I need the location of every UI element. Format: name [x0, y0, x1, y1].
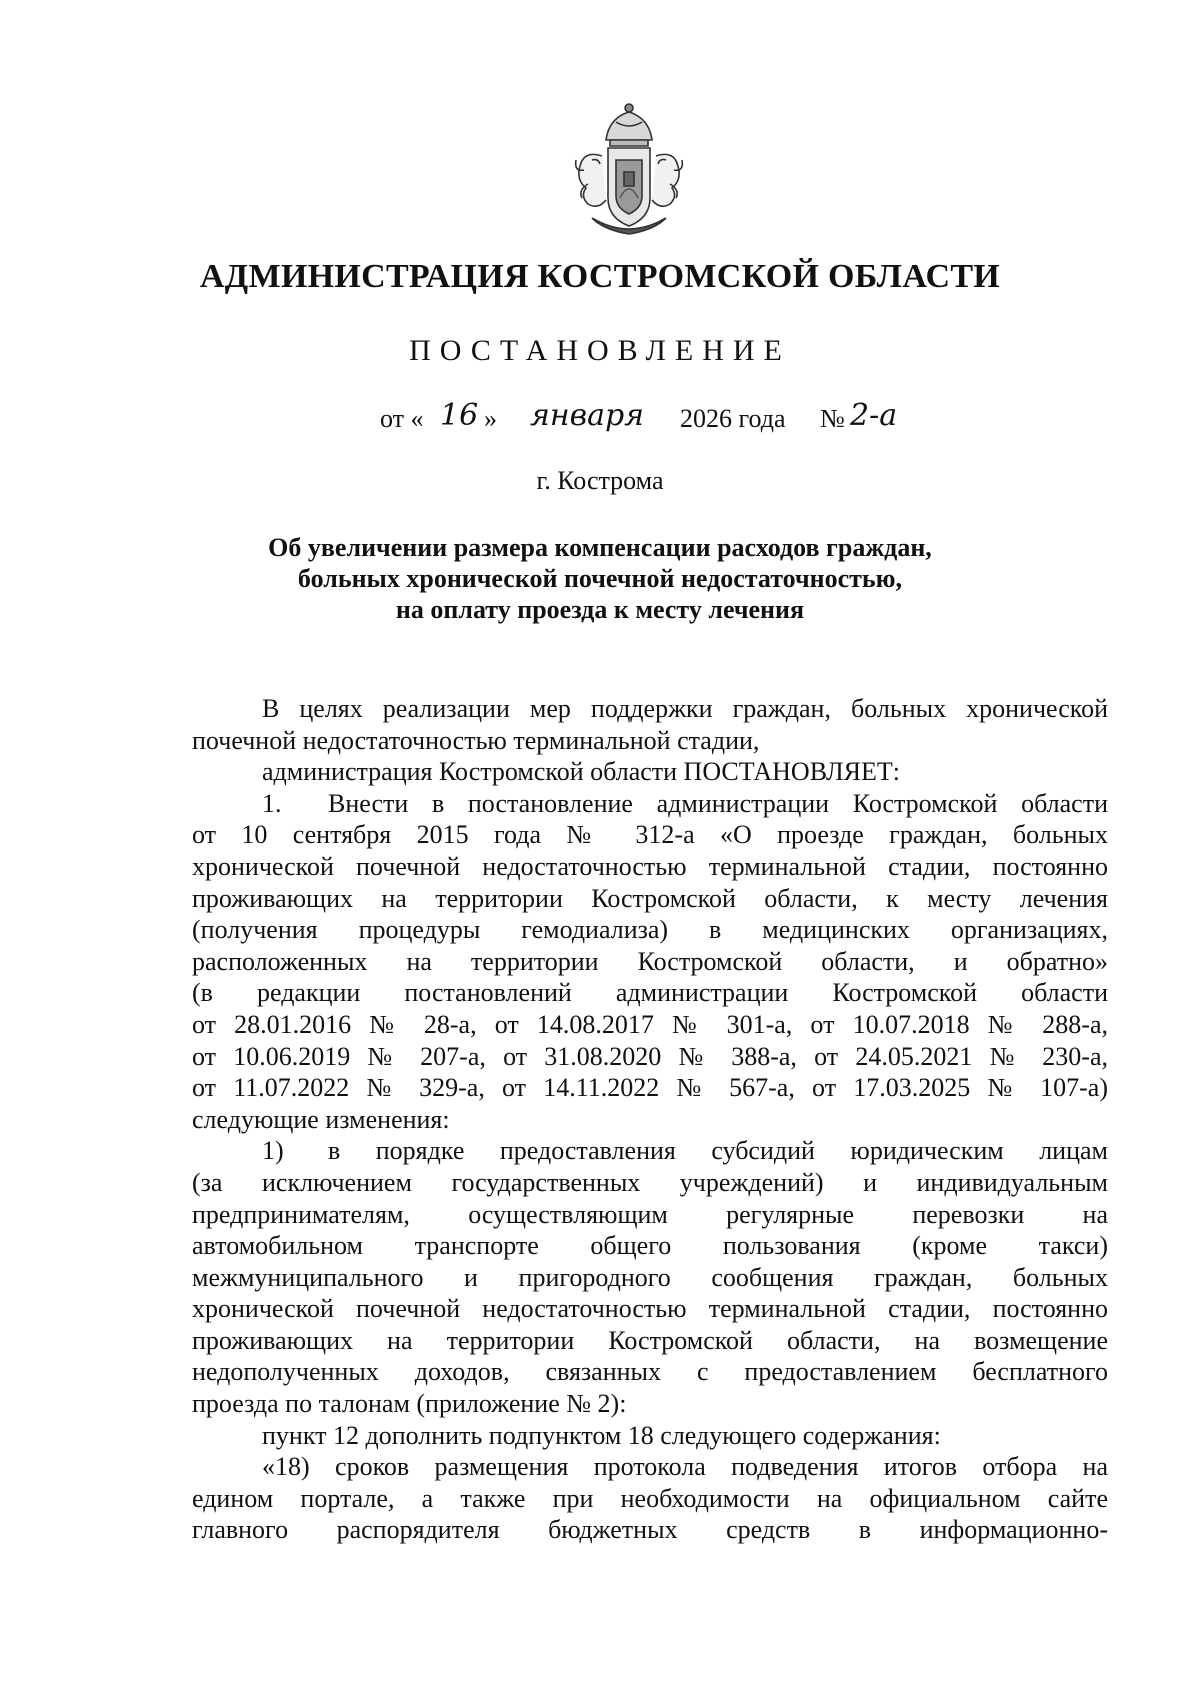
body-line: автомобильном транспорте общего пользования (кроме такси) — [192, 1231, 1108, 1261]
subitem-1-text: в порядке предоставления субсидий юридическим лицам — [328, 1136, 1108, 1166]
date-month-handwritten: января — [530, 398, 645, 433]
organization-title: АДМИНИСТРАЦИЯ КОСТРОМСКОЙ ОБЛАСТИ — [199, 258, 1001, 295]
document-number-handwritten: 2-а — [850, 398, 898, 433]
date-prefix: от « — [380, 404, 424, 433]
body-line: от 10.06.2019 № 207-а, от 31.08.2020 № 388-а, от 24.05.2021 № 230-а, — [192, 1041, 1108, 1071]
body-line: (в редакции постановлений администрации Костромской области — [192, 978, 1108, 1008]
body-line: хронической почечной недостаточностью терминальной стадии, постоянно — [192, 851, 1108, 881]
subject-line: больных хронической почечной недостаточностью, — [297, 564, 903, 593]
body-line: межмуниципального и пригородного сообщения граждан, больных — [192, 1262, 1108, 1292]
body-line: проживающих на территории Костромской области, к месту лечения — [192, 883, 1108, 913]
date-day-handwritten: 16 — [440, 398, 479, 433]
body-line: В целях реализации мер поддержки граждан, больных хронической — [262, 694, 1108, 723]
document-body — [192, 693, 1108, 1546]
document-type: ПОСТАНОВЛЕНИЕ — [409, 334, 791, 367]
decree-line: администрация Костромской области ПОСТАНОВЛЯЕТ: — [262, 757, 901, 787]
subitem-1-number: 1) — [262, 1136, 284, 1166]
body-line: недополученных доходов, связанных с предоставлением бесплатного — [192, 1357, 1108, 1387]
body-line: от 10 сентября 2015 года № 312-а «О проезде граждан, больных — [192, 820, 1108, 850]
body-line: проезда по талонам (приложение № 2): — [192, 1389, 627, 1419]
coat-of-arms-emblem — [554, 100, 704, 242]
date-year: 2026 года — [680, 404, 786, 433]
date-day-close: » — [484, 404, 497, 433]
subitem-1-line — [192, 1135, 1108, 1167]
body-line: главного распорядителя бюджетных средств в информационно- — [192, 1515, 1108, 1545]
body-line: почечной недостаточностью терминальной стадии, — [192, 725, 760, 755]
item-1-line — [192, 788, 1108, 820]
date-line — [380, 396, 1020, 446]
city: г. Кострома — [536, 466, 664, 495]
body-line: (получения процедуры гемодиализа) в медицинских организациях, — [192, 915, 1108, 945]
body-line: проживающих на территории Костромской области, на возмещение — [192, 1325, 1108, 1355]
subject-line: на оплату проезда к месту лечения — [395, 595, 805, 624]
body-line: «18) сроков размещения протокола подведения итогов отбора на — [262, 1452, 1108, 1482]
body-line: следующие изменения: — [192, 1104, 450, 1134]
body-line: расположенных на территории Костромской области, и обратно» — [192, 946, 1108, 976]
body-line: едином портале, а также при необходимости на официальном сайте — [192, 1483, 1108, 1513]
subject-line: Об увеличении размера компенсации расходов граждан, — [268, 533, 932, 562]
document-subject — [200, 532, 1000, 625]
item-1-text: Внести в постановление администрации Костромской области — [328, 788, 1108, 818]
body-line: предпринимателям, осуществляющим регулярные перевозки на — [192, 1199, 1108, 1229]
number-label: № — [820, 404, 845, 433]
body-line: от 11.07.2022 № 329-а, от 14.11.2022 № 567-а, от 17.03.2025 № 107-а) — [192, 1073, 1108, 1103]
item-1-number: 1. — [262, 788, 282, 818]
body-line: от 28.01.2016 № 28-а, от 14.08.2017 № 301-а, от 10.07.2018 № 288-а, — [192, 1009, 1108, 1039]
body-line: (за исключением государственных учреждений) и индивидуальным — [192, 1167, 1108, 1197]
body-line: хронической почечной недостаточностью терминальной стадии, постоянно — [192, 1294, 1108, 1324]
point-12-line: пункт 12 дополнить подпунктом 18 следующего содержания: — [262, 1420, 941, 1450]
